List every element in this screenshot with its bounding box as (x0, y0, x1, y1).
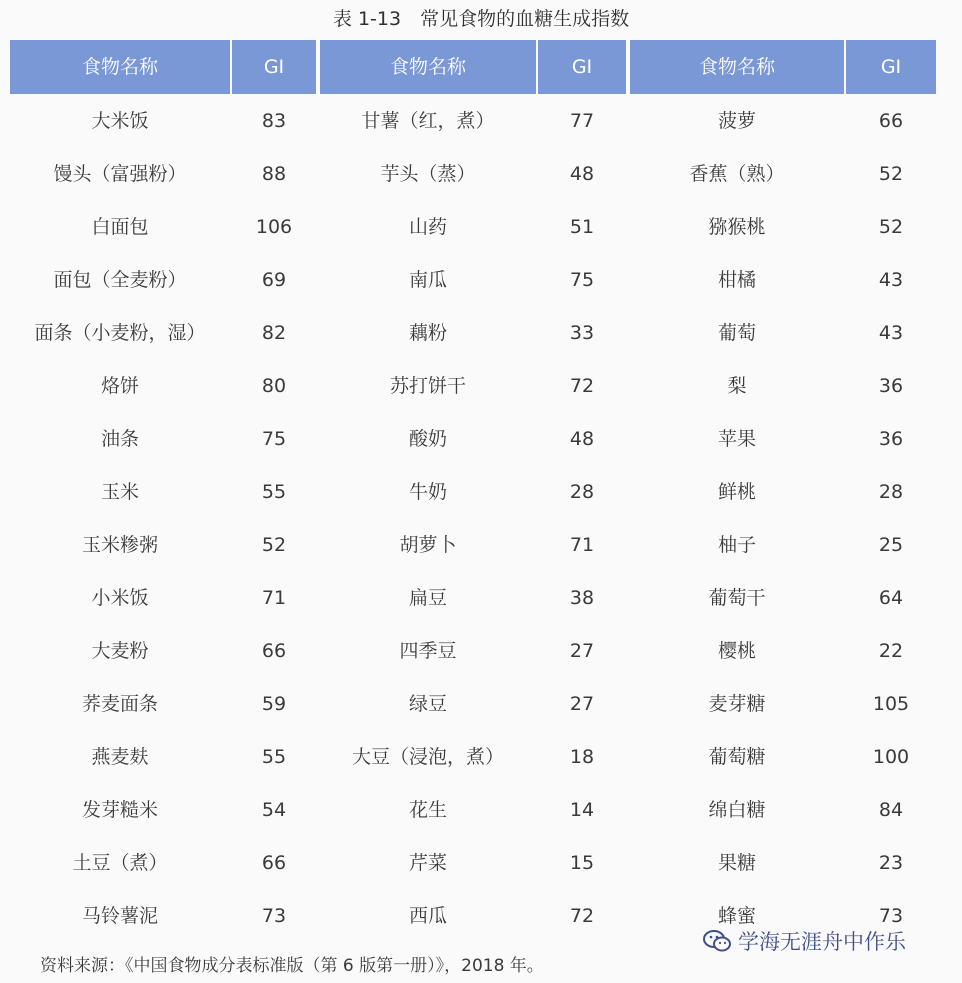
food-name-cell: 果糖 (717, 852, 756, 874)
food-name-cell: 白面包 (91, 216, 149, 238)
table-row (0, 466, 962, 519)
food-name-cell: 甘薯（红，煮） (361, 110, 495, 132)
gi-value-cell: 55 (261, 746, 287, 768)
food-name-cell: 绿豆 (408, 693, 447, 715)
source-note: 资料来源：《中国食物成分表标准版（第 6 版第一册）》，2018 年。 (40, 956, 544, 976)
table-row (0, 678, 962, 731)
food-name-cell: 猕猴桃 (708, 216, 766, 238)
food-name-cell: 西瓜 (408, 905, 447, 927)
gi-value-cell: 75 (569, 269, 595, 291)
header-food-name-1: 食物名称 (10, 40, 230, 94)
gi-value-cell: 71 (261, 587, 287, 609)
food-name-cell: 南瓜 (408, 269, 447, 291)
food-name-cell: 葡萄干 (708, 587, 766, 609)
food-name-cell: 葡萄 (717, 322, 756, 344)
gi-value-cell: 105 (872, 693, 910, 715)
food-name-cell: 燕麦麸 (91, 746, 149, 768)
food-name-cell: 胡萝卜 (399, 534, 457, 556)
watermark (702, 924, 906, 958)
gi-value-cell: 18 (569, 746, 595, 768)
table-row (0, 837, 962, 890)
food-name-cell: 马铃薯泥 (81, 905, 158, 927)
gi-value-cell: 80 (261, 375, 287, 397)
header-food-name-3: 食物名称 (630, 40, 844, 94)
food-name-cell: 菠萝 (717, 110, 756, 132)
food-name-cell: 荞麦面条 (81, 693, 158, 715)
table-title: 表 1-13 常见食物的血糖生成指数 (332, 8, 630, 30)
gi-value-cell: 66 (261, 640, 287, 662)
food-name-cell: 牛奶 (408, 481, 447, 503)
gi-value-cell: 66 (261, 852, 287, 874)
table-row (0, 148, 962, 201)
food-name-cell: 苏打饼干 (389, 375, 466, 397)
food-name-cell: 发芽糙米 (81, 799, 158, 821)
gi-value-cell: 72 (569, 905, 595, 927)
watermark-text: 学海无涯舟中作乐 (738, 930, 906, 954)
gi-value-cell: 52 (878, 216, 904, 238)
gi-value-cell: 36 (878, 428, 904, 450)
gi-value-cell: 52 (878, 163, 904, 185)
food-name-cell: 四季豆 (399, 640, 457, 662)
food-name-cell: 藕粉 (408, 322, 447, 344)
gi-value-cell: 54 (261, 799, 287, 821)
gi-value-cell: 64 (878, 587, 904, 609)
table-header (0, 40, 962, 94)
food-name-cell: 大米饭 (91, 110, 149, 132)
table-row (0, 519, 962, 572)
gi-value-cell: 73 (261, 905, 287, 927)
header-food-name-2: 食物名称 (320, 40, 536, 94)
gi-value-cell: 59 (261, 693, 287, 715)
header-gi-2: GI (538, 40, 626, 94)
gi-value-cell: 83 (261, 110, 287, 132)
food-name-cell: 土豆（煮） (72, 852, 168, 874)
gi-value-cell: 48 (569, 163, 595, 185)
gi-value-cell: 66 (878, 110, 904, 132)
gi-value-cell: 75 (261, 428, 287, 450)
gi-value-cell: 15 (569, 852, 595, 874)
food-name-cell: 芹菜 (408, 852, 447, 874)
table-row (0, 254, 962, 307)
food-name-cell: 玉米 (100, 481, 139, 503)
gi-value-cell: 28 (878, 481, 904, 503)
gi-value-cell: 36 (878, 375, 904, 397)
food-name-cell: 麦芽糖 (708, 693, 766, 715)
food-name-cell: 香蕉（熟） (689, 163, 785, 185)
food-name-cell: 山药 (408, 216, 447, 238)
gi-value-cell: 28 (569, 481, 595, 503)
gi-value-cell: 48 (569, 428, 595, 450)
food-name-cell: 苹果 (717, 428, 756, 450)
gi-value-cell: 43 (878, 269, 904, 291)
food-name-cell: 葡萄糖 (708, 746, 766, 768)
food-name-cell: 柚子 (717, 534, 756, 556)
food-name-cell: 花生 (408, 799, 447, 821)
gi-value-cell: 82 (261, 322, 287, 344)
gi-value-cell: 52 (261, 534, 287, 556)
gi-value-cell: 69 (261, 269, 287, 291)
table-row (0, 95, 962, 148)
table-row (0, 625, 962, 678)
food-name-cell: 鲜桃 (717, 481, 756, 503)
gi-value-cell: 100 (872, 746, 910, 768)
food-name-cell: 梨 (727, 375, 747, 397)
food-name-cell: 油条 (100, 428, 139, 450)
food-name-cell: 馒头（富强粉） (53, 163, 187, 185)
gi-value-cell: 51 (569, 216, 595, 238)
food-name-cell: 蜂蜜 (717, 905, 756, 927)
gi-value-cell: 27 (569, 640, 595, 662)
gi-value-cell: 106 (255, 216, 293, 238)
table-row (0, 307, 962, 360)
food-name-cell: 樱桃 (717, 640, 756, 662)
gi-value-cell: 22 (878, 640, 904, 662)
food-name-cell: 面条（小麦粉，湿） (34, 322, 206, 344)
gi-value-cell: 77 (569, 110, 595, 132)
food-name-cell: 酸奶 (408, 428, 447, 450)
gi-value-cell: 23 (878, 852, 904, 874)
food-name-cell: 大麦粉 (91, 640, 149, 662)
table-row (0, 413, 962, 466)
gi-value-cell: 84 (878, 799, 904, 821)
gi-value-cell: 43 (878, 322, 904, 344)
food-name-cell: 面包（全麦粉） (53, 269, 187, 291)
gi-value-cell: 73 (878, 905, 904, 927)
gi-value-cell: 38 (569, 587, 595, 609)
wechat-icon (702, 929, 732, 953)
header-gi-1: GI (232, 40, 316, 94)
food-name-cell: 小米饭 (91, 587, 149, 609)
gi-value-cell: 27 (569, 693, 595, 715)
gi-value-cell: 55 (261, 481, 287, 503)
table-row (0, 201, 962, 254)
table-row (0, 572, 962, 625)
header-gi-3: GI (846, 40, 936, 94)
food-name-cell: 柑橘 (717, 269, 756, 291)
gi-value-cell: 14 (569, 799, 595, 821)
food-name-cell: 芋头（蒸） (380, 163, 476, 185)
table-row (0, 784, 962, 837)
gi-value-cell: 88 (261, 163, 287, 185)
food-name-cell: 烙饼 (100, 375, 139, 397)
food-name-cell: 玉米糁粥 (81, 534, 158, 556)
gi-value-cell: 33 (569, 322, 595, 344)
gi-value-cell: 25 (878, 534, 904, 556)
gi-value-cell: 71 (569, 534, 595, 556)
food-name-cell: 大豆（浸泡，煮） (351, 746, 504, 768)
gi-value-cell: 72 (569, 375, 595, 397)
table-row (0, 731, 962, 784)
food-name-cell: 扁豆 (408, 587, 447, 609)
table-row (0, 360, 962, 413)
food-name-cell: 绵白糖 (708, 799, 766, 821)
